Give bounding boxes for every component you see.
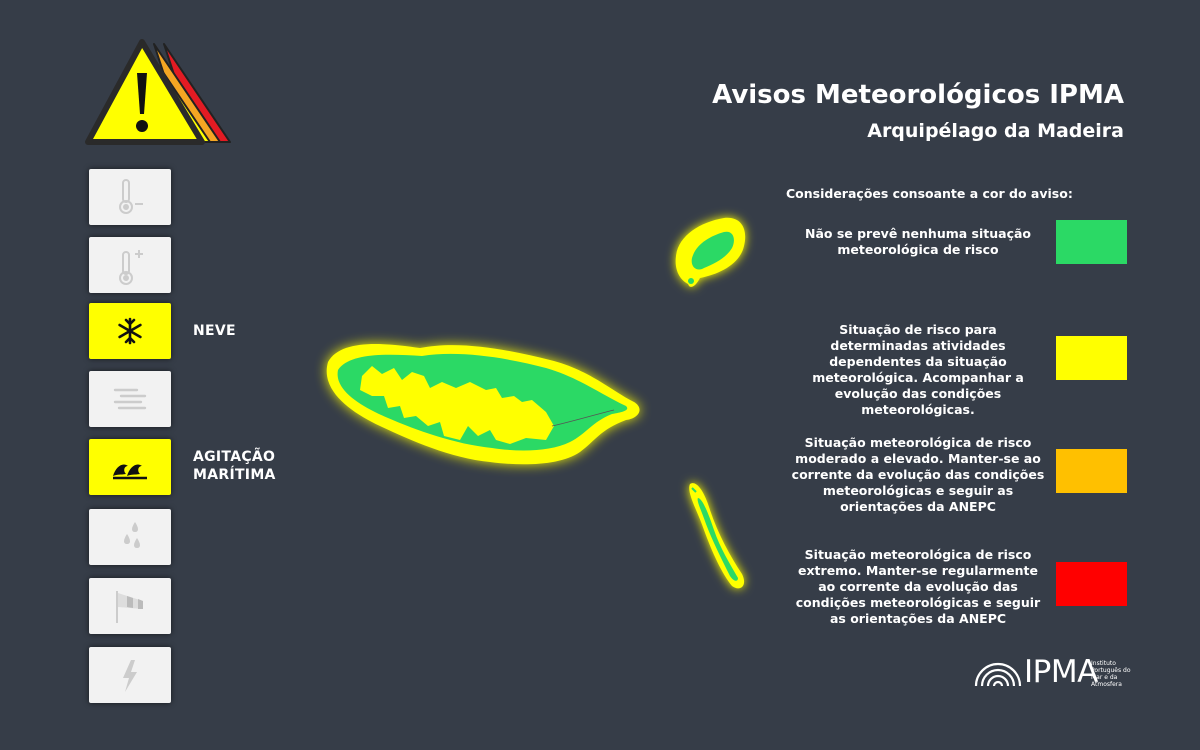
- legend-heading: Considerações consoante a cor do aviso:: [786, 186, 1073, 201]
- legend-green-swatch: [1056, 220, 1127, 264]
- desertas-islands: [689, 483, 744, 588]
- legend-yellow-swatch: [1056, 336, 1127, 380]
- warning-tile-snow[interactable]: [89, 303, 171, 359]
- ipma-logo-text: IPMA: [1024, 654, 1098, 690]
- thermometer-hot-icon: [107, 242, 153, 288]
- ipma-logo-tagline: Instituto Português do Mar e da Atmosfera: [1091, 660, 1131, 688]
- thermometer-cold-icon: [107, 174, 153, 220]
- secondary-islands-map: [660, 200, 770, 610]
- waves-icon: [107, 444, 153, 490]
- warning-tile-heat[interactable]: [89, 237, 171, 293]
- page-title: Avisos Meteorológicos IPMA: [712, 80, 1124, 110]
- legend-orange-text: Situação meteorológica de risco moderado a elevado. Manter-se ao corrente da evolução das condições meteorológicas e seguir as orientações da ANEPC: [791, 435, 1045, 514]
- legend-red-text: Situação meteorológica de risco extremo. Manter-se regularmente ao corrente da evolução das condições meteorológicas e seguir as orientações da ANEPC: [795, 547, 1041, 626]
- warning-triangle-icon: [84, 38, 234, 150]
- madeira-island-map: [300, 190, 660, 640]
- warning-tile-thunder[interactable]: [89, 647, 171, 703]
- snowflake-icon: [107, 308, 153, 354]
- sea-warning-label-line1: AGITAÇÃO: [193, 449, 276, 465]
- warning-tile-wind[interactable]: [89, 578, 171, 634]
- warning-tile-fog[interactable]: [89, 371, 171, 427]
- legend-red-swatch: [1056, 562, 1127, 606]
- legend-green-text: Não se prevê nenhuma situação meteorológica de risco: [804, 226, 1032, 257]
- warning-tile-sea[interactable]: [89, 439, 171, 495]
- snow-warning-label: NEVE: [193, 323, 236, 339]
- ipma-logo-icon: [972, 656, 1024, 688]
- rain-icon: [107, 514, 153, 560]
- fog-icon: [107, 376, 153, 422]
- sea-warning-label: [193, 448, 276, 484]
- wind-icon: [107, 583, 153, 629]
- thunderstorm-icon: [107, 652, 153, 698]
- page-subtitle: Arquipélago da Madeira: [867, 120, 1124, 142]
- porto-santo-island: [676, 218, 746, 287]
- warning-tile-cold[interactable]: [89, 169, 171, 225]
- warning-tile-rain[interactable]: [89, 509, 171, 565]
- legend-yellow-text: Situação de risco para determinadas atividades dependentes da situação meteorológica. Acompanhar a evolução das condições meteorológicas.: [812, 322, 1024, 417]
- sea-warning-label-line2: MARÍTIMA: [193, 467, 276, 483]
- legend-orange-swatch: [1056, 449, 1127, 493]
